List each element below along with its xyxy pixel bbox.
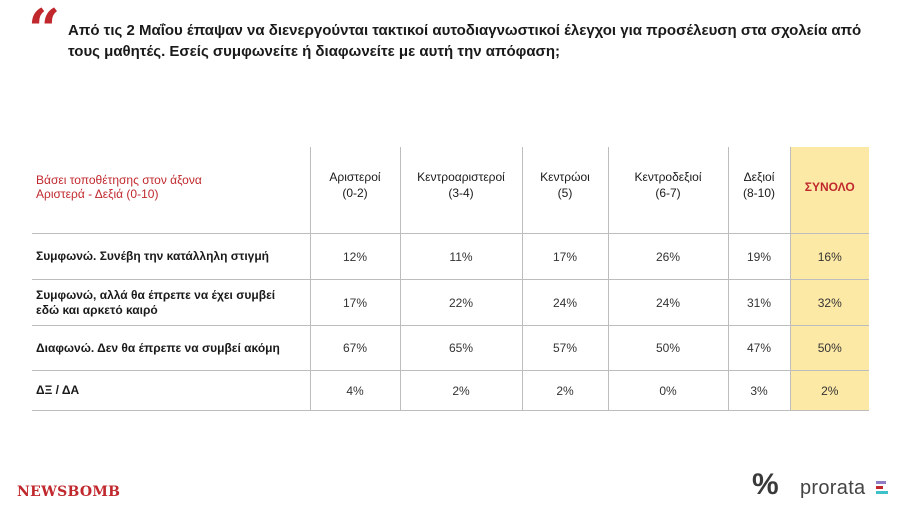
table-cell: 2% <box>400 371 522 411</box>
table-row <box>32 280 869 326</box>
table-cell: 65% <box>400 326 522 371</box>
table-cell: 31% <box>728 280 790 326</box>
table-header-row <box>32 147 869 234</box>
row-label-line: Συμφωνώ. Συνέβη την κατάλληλη στιγμή <box>36 249 270 263</box>
table-cell: 17% <box>522 234 608 280</box>
table-cell: 67% <box>310 326 400 371</box>
column-name: Κεντροδεξιοί <box>634 170 702 184</box>
table-cell: 50% <box>608 326 728 371</box>
column-range: (3-4) <box>448 186 474 200</box>
column-header-total <box>790 147 869 234</box>
table-cell-total: 32% <box>790 280 869 326</box>
table-row <box>32 371 869 411</box>
table-cell: 4% <box>310 371 400 411</box>
row-label <box>32 234 310 280</box>
table-cell: 24% <box>608 280 728 326</box>
table-row <box>32 326 869 371</box>
table-cell: 2% <box>522 371 608 411</box>
column-name: ΣΥΝΟΛΟ <box>804 180 855 194</box>
table-row <box>32 234 869 280</box>
column-range: (0-2) <box>342 186 368 200</box>
table-cell: 17% <box>310 280 400 326</box>
bar-mark <box>876 486 883 489</box>
table-cell-total: 50% <box>790 326 869 371</box>
newsbomb-logo: NEWSBOMB <box>17 484 121 500</box>
column-range: (6-7) <box>655 186 681 200</box>
table-cell: 11% <box>400 234 522 280</box>
prorata-logo-text: prorata <box>800 477 866 499</box>
table-cell-total: 2% <box>790 371 869 411</box>
axis-header-line: Βάσει τοποθέτησης στον άξονα <box>36 173 202 187</box>
survey-question: Από τις 2 Μαΐου έπαψαν να διενεργούνται τακτικοί αυτοδιαγνωστικοί έλεγχοι για προσέλευση στα σχολεία από τους μαθητές. Εσείς συμφωνείτε ή διαφωνείτε με αυτή την απόφαση; <box>68 22 862 60</box>
table-cell: 26% <box>608 234 728 280</box>
table-cell: 24% <box>522 280 608 326</box>
column-header <box>728 147 790 234</box>
table-cell: 22% <box>400 280 522 326</box>
table-cell: 12% <box>310 234 400 280</box>
results-table <box>32 147 869 411</box>
table-cell: 19% <box>728 234 790 280</box>
row-label-line: ΔΞ / ΔΑ <box>36 383 80 397</box>
table-cell: 3% <box>728 371 790 411</box>
row-label <box>32 371 310 411</box>
column-range: (5) <box>557 186 573 200</box>
column-header <box>310 147 400 234</box>
row-label-line: εδώ και αρκετό καιρό <box>36 302 158 317</box>
column-name: Κεντροαριστεροί <box>417 170 505 184</box>
table-cell: 0% <box>608 371 728 411</box>
bars-icon <box>876 481 890 497</box>
column-name: Κεντρώοι <box>540 170 590 184</box>
axis-header <box>32 147 310 234</box>
column-name: Αριστεροί <box>329 170 381 184</box>
quote-mark-icon: “ <box>28 0 61 63</box>
column-range: (8-10) <box>742 186 775 200</box>
row-label <box>32 280 310 326</box>
axis-header-line: Αριστερά - Δεξιά (0-10) <box>36 187 159 201</box>
column-name: Δεξιοί <box>743 170 775 184</box>
column-header <box>608 147 728 234</box>
table-cell-total: 16% <box>790 234 869 280</box>
row-label <box>32 326 310 371</box>
bar-mark <box>876 481 886 484</box>
percent-icon: % <box>752 468 779 501</box>
bar-mark <box>876 491 888 494</box>
column-header <box>400 147 522 234</box>
table-cell: 57% <box>522 326 608 371</box>
row-label-line: Συμφωνώ, αλλά θα έπρεπε να έχει συμβεί <box>36 287 276 302</box>
column-header <box>522 147 608 234</box>
row-label-line: Διαφωνώ. Δεν θα έπρεπε να συμβεί ακόμη <box>36 340 280 355</box>
table-cell: 47% <box>728 326 790 371</box>
